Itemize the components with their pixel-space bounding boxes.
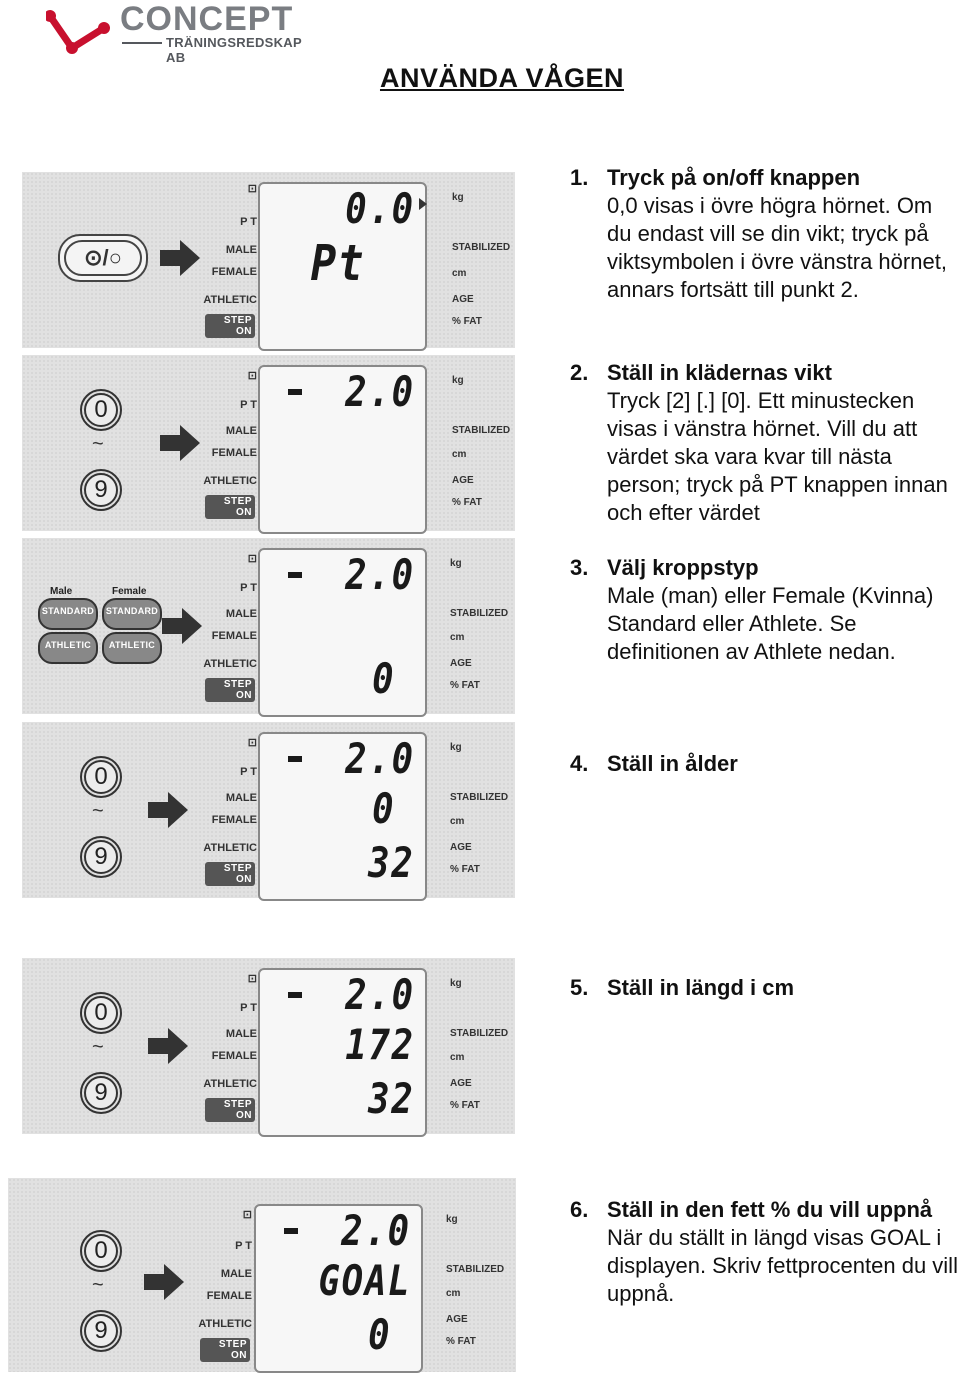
step-on-label: STEP ON — [205, 495, 255, 519]
cm-label: cm — [450, 816, 465, 827]
step-heading: Ställ in den fett % du vill uppnå — [607, 1197, 933, 1222]
step-on-label: STEP ON — [205, 862, 255, 886]
pt-label: P T — [240, 582, 257, 594]
step-number: 6. — [570, 1197, 589, 1222]
step-heading: Ställ in klädernas vikt — [607, 360, 832, 385]
female-label: FEMALE — [206, 1290, 252, 1302]
digit-label: 0 — [94, 1237, 108, 1264]
digit-label: 9 — [94, 1079, 108, 1106]
stabilized-label: STABILIZED — [446, 1264, 505, 1275]
digit-label: 0 — [94, 396, 108, 423]
weight-icon: ⊡ — [247, 973, 257, 985]
male-group-label: Male — [50, 586, 73, 597]
fat-label: % FAT — [452, 497, 482, 508]
age-label: AGE — [446, 1314, 468, 1325]
minus-sign — [288, 389, 302, 395]
cm-label: cm — [452, 268, 467, 279]
unit-labels-4 — [450, 742, 510, 902]
step-body: När du ställt in längd visas GOAL i displayen. Skriv fettprocenten du vill uppnå. — [607, 1225, 958, 1306]
tilde-icon: ~ — [92, 1274, 104, 1296]
cm-label: cm — [452, 449, 467, 460]
stabilized-label: STABILIZED — [452, 425, 511, 436]
female-label: FEMALE — [211, 266, 257, 278]
digit-label: 9 — [94, 476, 108, 503]
pt-label: P T — [235, 1240, 252, 1252]
step-2-text — [570, 359, 960, 527]
step-on-label: STEP ON — [200, 1338, 250, 1362]
side-labels-4 — [205, 736, 257, 896]
male-label: MALE — [225, 1028, 257, 1040]
male-label: MALE — [225, 608, 257, 620]
arrow-right-icon — [148, 1028, 188, 1064]
step-3-text — [570, 554, 960, 666]
lcd-height-value: 172 — [345, 1020, 415, 1069]
age-label: AGE — [452, 294, 474, 305]
lcd-pt-text: Pt — [310, 234, 365, 292]
brand-name: CONCEPT — [120, 0, 294, 38]
minus-sign — [288, 572, 302, 578]
pt-label: P T — [240, 216, 257, 228]
stabilized-label: STABILIZED — [452, 242, 511, 253]
step-number: 3. — [570, 555, 589, 580]
weight-icon: ⊡ — [247, 370, 257, 382]
arrow-right-icon — [160, 240, 200, 276]
fat-label: % FAT — [450, 680, 480, 691]
lcd-weight-value: 2.0 — [345, 367, 415, 416]
step-body: Male (man) eller Female (Kvinna) Standard eller Athlete. Se definitionen av Athlete nedan. — [607, 583, 934, 664]
pt-label: P T — [240, 1002, 257, 1014]
athletic-label: ATHLETIC — [203, 475, 257, 487]
fat-label: % FAT — [446, 1336, 476, 1347]
step-1-text — [570, 164, 960, 304]
step-on-label: STEP ON — [205, 314, 255, 338]
lcd-display-4 — [258, 732, 427, 901]
kg-label: kg — [452, 375, 464, 386]
step-number: 1. — [570, 165, 589, 190]
weight-icon: ⊡ — [242, 1209, 252, 1221]
athletic-label: ATHLETIC — [203, 658, 257, 670]
male-standard-button[interactable] — [38, 598, 98, 630]
step-body: Tryck [2] [.] [0]. Ett minustecken visas i vänstra hörnet. Vill du att värdet ska vara kvar till nästa person; tryck på PT knappen innan och efter värdet — [607, 388, 948, 525]
lcd-display-5 — [258, 968, 427, 1137]
female-label: FEMALE — [211, 1050, 257, 1062]
kg-label: kg — [452, 192, 464, 203]
lcd-weight-value: 2.0 — [341, 1206, 411, 1255]
lcd-weight-value: 0.0 — [345, 184, 415, 233]
lcd-fat-value: 0 — [367, 1310, 391, 1359]
lcd-age-value: 32 — [368, 1074, 415, 1123]
brand-divider — [122, 42, 162, 44]
stabilized-label: STABILIZED — [450, 792, 509, 803]
step-heading: Ställ in längd i cm — [607, 975, 795, 1000]
fat-label: % FAT — [450, 864, 480, 875]
kg-label: kg — [450, 558, 462, 569]
cm-label: cm — [446, 1288, 461, 1299]
step-on-label: STEP ON — [205, 1098, 255, 1122]
digit-9-button[interactable] — [84, 840, 118, 874]
button-label: ATHLETIC — [108, 640, 156, 650]
minus-sign — [288, 992, 302, 998]
side-labels-2 — [205, 369, 257, 529]
side-labels-6 — [200, 1208, 252, 1368]
concept-logo — [46, 0, 316, 65]
lcd-age-value: 0 — [371, 654, 395, 703]
age-label: AGE — [452, 475, 474, 486]
athletic-label: ATHLETIC — [203, 842, 257, 854]
male-athletic-button[interactable] — [38, 632, 98, 664]
logo-figure-icon — [46, 6, 118, 62]
stabilized-label: STABILIZED — [450, 608, 509, 619]
step-heading: Ställ in ålder — [607, 751, 738, 776]
digit-0-button[interactable] — [84, 393, 118, 427]
lcd-display-6 — [254, 1204, 423, 1373]
age-label: AGE — [450, 842, 472, 853]
lcd-display-3 — [258, 548, 427, 717]
minus-sign — [288, 756, 302, 762]
step-number: 2. — [570, 360, 589, 385]
kg-label: kg — [446, 1214, 458, 1225]
unit-labels-3 — [450, 558, 510, 718]
female-standard-button[interactable] — [102, 598, 162, 630]
lcd-display-2 — [258, 365, 427, 534]
weight-icon: ⊡ — [247, 737, 257, 749]
athletic-label: ATHLETIC — [203, 1078, 257, 1090]
side-labels-3 — [205, 552, 257, 712]
step-body: 0,0 visas i övre högra hörnet. Om du endast vill se din vikt; tryck på viktsymbolen i övre vänstra hörnet, annars fortsätt till punkt 2. — [607, 193, 947, 302]
male-label: MALE — [225, 425, 257, 437]
pt-label: P T — [240, 766, 257, 778]
arrow-right-icon — [160, 425, 200, 461]
step-4-text — [570, 750, 960, 778]
button-label: STANDARD — [105, 606, 159, 616]
fat-label: % FAT — [450, 1100, 480, 1111]
cm-label: cm — [450, 632, 465, 643]
digit-0-button[interactable] — [84, 760, 118, 794]
page-title: ANVÄNDA VÅGEN — [379, 63, 624, 93]
unit-labels-2 — [452, 375, 512, 535]
male-label: MALE — [220, 1268, 252, 1280]
step-heading: Välj kroppstyp — [607, 555, 759, 580]
kg-label: kg — [450, 978, 462, 989]
female-label: FEMALE — [211, 447, 257, 459]
lcd-height-value: 0 — [371, 784, 395, 833]
athletic-label: ATHLETIC — [198, 1318, 252, 1330]
weight-icon: ⊡ — [247, 183, 257, 195]
age-label: AGE — [450, 658, 472, 669]
power-button[interactable] — [58, 234, 148, 282]
male-label: MALE — [225, 244, 257, 256]
fat-label: % FAT — [452, 316, 482, 327]
digit-label: 0 — [94, 999, 108, 1026]
arrow-right-icon — [148, 792, 188, 828]
cm-label: cm — [450, 1052, 465, 1063]
digit-9-button[interactable] — [84, 1076, 118, 1110]
step-heading: Tryck på on/off knappen — [607, 165, 861, 190]
pt-label: P T — [240, 399, 257, 411]
button-label: STANDARD — [41, 606, 95, 616]
power-icon: ⊙/○ — [64, 240, 142, 276]
female-group-label: Female — [112, 586, 147, 597]
unit-labels-5 — [450, 978, 510, 1138]
tilde-icon: ~ — [92, 800, 104, 822]
arrow-right-icon — [144, 1264, 184, 1300]
step-6-text — [570, 1196, 960, 1308]
minus-sign — [284, 1228, 298, 1234]
digit-0-button[interactable] — [84, 996, 118, 1030]
digit-0-button[interactable] — [84, 1234, 118, 1268]
female-label: FEMALE — [211, 630, 257, 642]
female-label: FEMALE — [211, 814, 257, 826]
lcd-display-1 — [258, 182, 427, 351]
lcd-age-value: 32 — [368, 838, 415, 887]
digit-9-button[interactable] — [84, 1314, 118, 1348]
athletic-label: ATHLETIC — [203, 294, 257, 306]
digit-label: 0 — [94, 763, 108, 790]
step-on-label: STEP ON — [205, 678, 255, 702]
brand-subtitle: TRÄNINGSREDSKAP AB — [166, 35, 302, 65]
tilde-icon: ~ — [92, 433, 104, 455]
digit-label: 9 — [94, 843, 108, 870]
digit-label: 9 — [94, 1317, 108, 1344]
kg-indicator-icon — [419, 198, 427, 210]
step-5-text — [570, 974, 960, 1002]
unit-labels-1 — [452, 192, 512, 352]
lcd-weight-value: 2.0 — [345, 970, 415, 1019]
side-labels-5 — [205, 972, 257, 1132]
age-label: AGE — [450, 1078, 472, 1089]
unit-labels-6 — [446, 1214, 506, 1374]
digit-9-button[interactable] — [84, 473, 118, 507]
tilde-icon: ~ — [92, 1036, 104, 1058]
button-label: ATHLETIC — [44, 640, 92, 650]
step-number: 4. — [570, 751, 589, 776]
arrow-right-icon — [162, 608, 202, 644]
male-label: MALE — [225, 792, 257, 804]
kg-label: kg — [450, 742, 462, 753]
side-labels-1 — [205, 182, 257, 342]
female-athletic-button[interactable] — [102, 632, 162, 664]
stabilized-label: STABILIZED — [450, 1028, 509, 1039]
lcd-weight-value: 2.0 — [345, 734, 415, 783]
lcd-goal-text: GOAL — [318, 1256, 411, 1305]
weight-icon: ⊡ — [247, 553, 257, 565]
step-number: 5. — [570, 975, 589, 1000]
lcd-weight-value: 2.0 — [345, 550, 415, 599]
